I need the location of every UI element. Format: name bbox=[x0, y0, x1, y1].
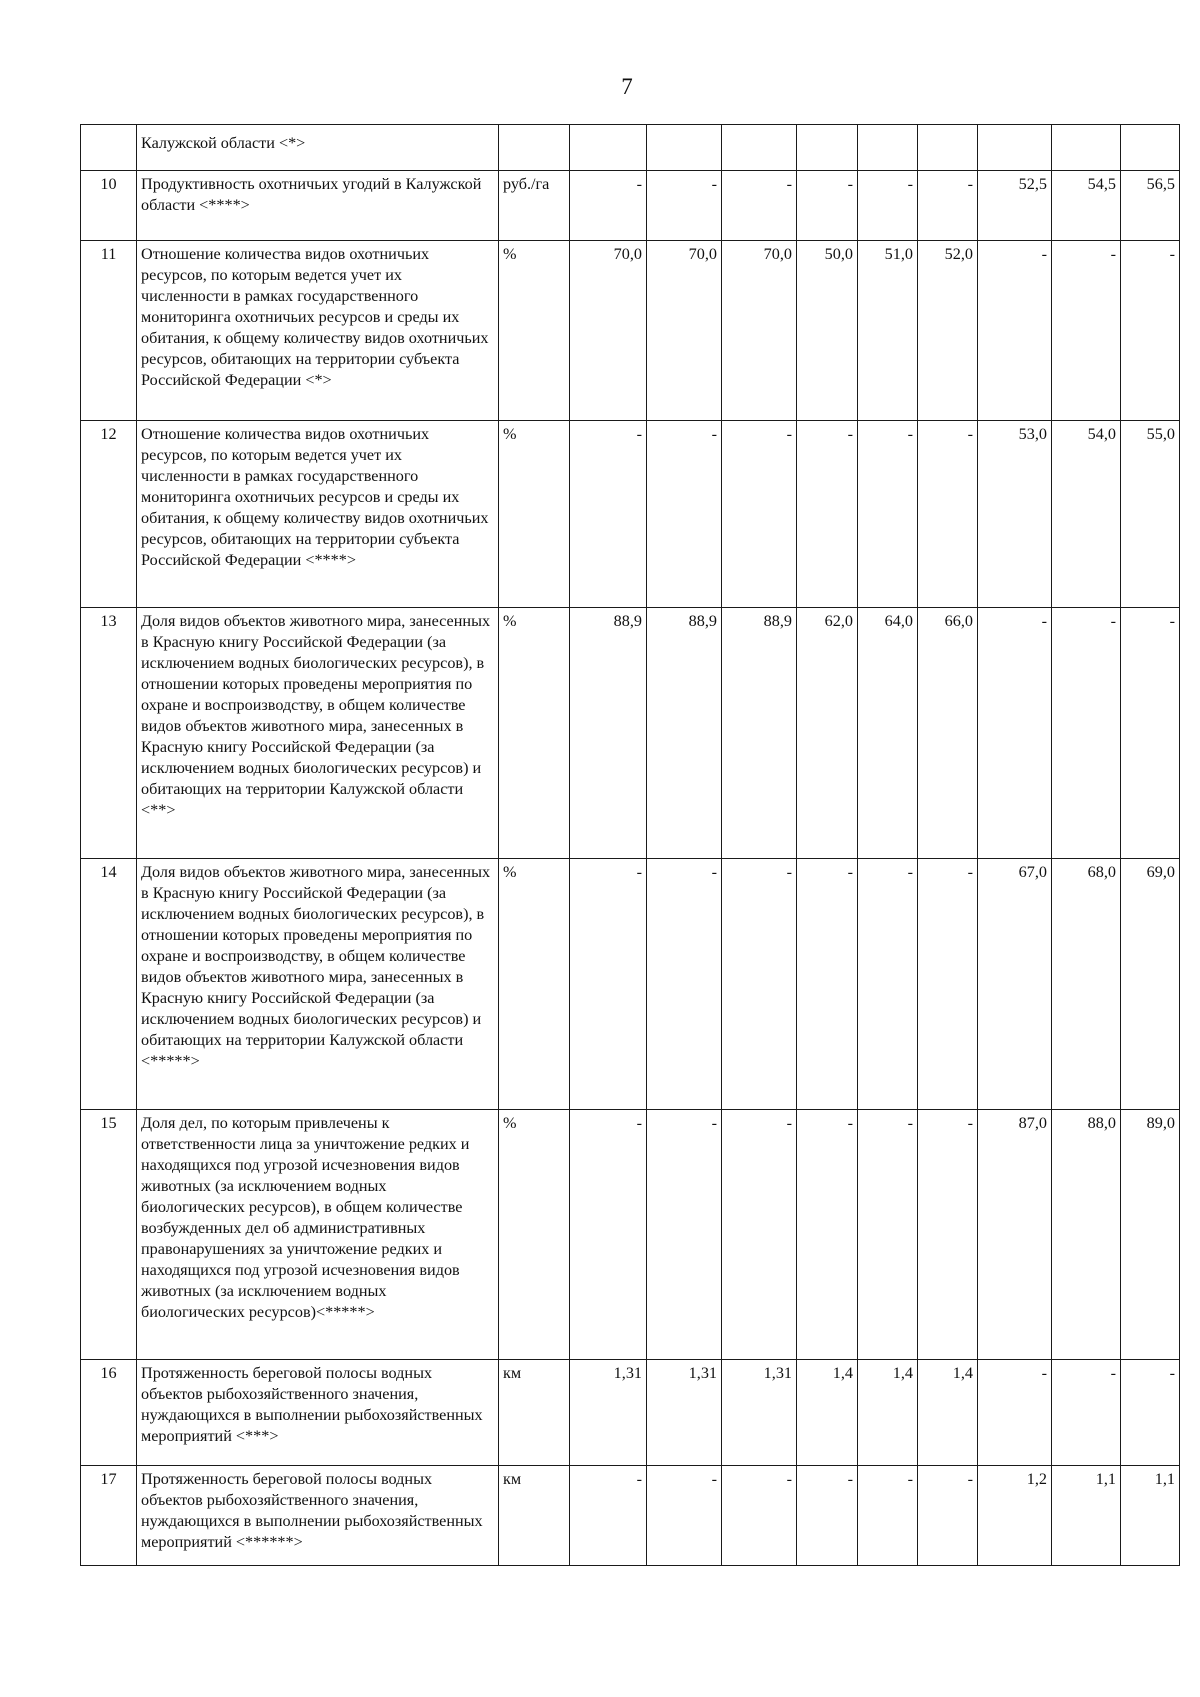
row-number-cell: 17 bbox=[81, 1466, 137, 1566]
table-row bbox=[81, 171, 1180, 241]
value-cell: - bbox=[722, 1110, 797, 1360]
row-number-cell: 14 bbox=[81, 859, 137, 1110]
value-cell: 54,0 bbox=[1052, 421, 1121, 608]
value-cell: - bbox=[647, 421, 722, 608]
value-cell: 62,0 bbox=[797, 608, 858, 859]
table-cell bbox=[1121, 125, 1180, 171]
value-cell: - bbox=[1052, 241, 1121, 421]
value-cell: 70,0 bbox=[570, 241, 647, 421]
value-cell: 53,0 bbox=[978, 421, 1052, 608]
table-cell bbox=[722, 125, 797, 171]
value-cell: 1,31 bbox=[570, 1360, 647, 1466]
unit-cell: км bbox=[499, 1466, 570, 1566]
row-number-cell: 16 bbox=[81, 1360, 137, 1466]
row-number-cell: 12 bbox=[81, 421, 137, 608]
unit-cell: км bbox=[499, 1360, 570, 1466]
value-cell: - bbox=[1121, 1360, 1180, 1466]
row-number-cell: 11 bbox=[81, 241, 137, 421]
row-number-cell: 13 bbox=[81, 608, 137, 859]
indicators-table-body bbox=[81, 125, 1180, 1566]
value-cell: - bbox=[1121, 241, 1180, 421]
value-cell: 70,0 bbox=[722, 241, 797, 421]
value-cell: - bbox=[797, 1110, 858, 1360]
indicator-name-cell: Доля дел, по которым привлечены к ответственности лица за уничтожение редких и находящихся под угрозой исчезновения видов животных (за исключением водных биологических ресурсов), в общем количестве возбужденных дел об административных правонарушениях за уничтожение редких и находящихся под угрозой исчезновения видов животных (за исключением водных биологических ресурсов)<*****> bbox=[137, 1110, 499, 1360]
value-cell: 70,0 bbox=[647, 241, 722, 421]
value-cell: 54,5 bbox=[1052, 171, 1121, 241]
table-cell bbox=[81, 125, 137, 171]
value-cell: 1,4 bbox=[797, 1360, 858, 1466]
value-cell: 1,1 bbox=[1121, 1466, 1180, 1566]
table-cell bbox=[797, 125, 858, 171]
value-cell: 1,1 bbox=[1052, 1466, 1121, 1566]
indicator-name-cell: Отношение количества видов охотничьих ресурсов, по которым ведется учет их численности в рамках государственного мониторинга охотничьих ресурсов и среды их обитания, к общему количеству видов охотничьих ресурсов, обитающих на территории субъекта Российской Федерации <****> bbox=[137, 421, 499, 608]
table-row bbox=[81, 241, 1180, 421]
value-cell: 1,31 bbox=[647, 1360, 722, 1466]
unit-cell: % bbox=[499, 421, 570, 608]
value-cell: 51,0 bbox=[858, 241, 918, 421]
value-cell: - bbox=[918, 421, 978, 608]
value-cell: 55,0 bbox=[1121, 421, 1180, 608]
value-cell: 52,0 bbox=[918, 241, 978, 421]
table-cell bbox=[1052, 125, 1121, 171]
value-cell: 68,0 bbox=[1052, 859, 1121, 1110]
indicator-name-cell: Продуктивность охотничьих угодий в Калужской области <****> bbox=[137, 171, 499, 241]
value-cell: 64,0 bbox=[858, 608, 918, 859]
value-cell: - bbox=[647, 1110, 722, 1360]
value-cell: - bbox=[858, 1110, 918, 1360]
value-cell: - bbox=[1052, 608, 1121, 859]
row-number-cell: 15 bbox=[81, 1110, 137, 1360]
value-cell: - bbox=[797, 421, 858, 608]
value-cell: - bbox=[918, 171, 978, 241]
value-cell: - bbox=[647, 1466, 722, 1566]
value-cell: 1,4 bbox=[918, 1360, 978, 1466]
value-cell: 1,4 bbox=[858, 1360, 918, 1466]
value-cell: - bbox=[722, 1466, 797, 1566]
table-cell bbox=[918, 125, 978, 171]
table-row bbox=[81, 859, 1180, 1110]
unit-cell: % bbox=[499, 608, 570, 859]
value-cell: - bbox=[858, 1466, 918, 1566]
value-cell: - bbox=[797, 1466, 858, 1566]
value-cell: - bbox=[570, 1110, 647, 1360]
value-cell: - bbox=[978, 608, 1052, 859]
value-cell: - bbox=[858, 421, 918, 608]
value-cell: - bbox=[918, 1466, 978, 1566]
value-cell: - bbox=[858, 859, 918, 1110]
value-cell: - bbox=[570, 171, 647, 241]
value-cell: 89,0 bbox=[1121, 1110, 1180, 1360]
indicator-name-cell: Протяженность береговой полосы водных объектов рыбохозяйственного значения, нуждающихся в выполнении рыбохозяйственных мероприятий <***> bbox=[137, 1360, 499, 1466]
row-number-cell: 10 bbox=[81, 171, 137, 241]
value-cell: - bbox=[797, 859, 858, 1110]
value-cell: - bbox=[797, 171, 858, 241]
value-cell: 66,0 bbox=[918, 608, 978, 859]
table-row bbox=[81, 1360, 1180, 1466]
value-cell: - bbox=[722, 859, 797, 1110]
value-cell: - bbox=[570, 1466, 647, 1566]
unit-cell: % bbox=[499, 241, 570, 421]
unit-cell: % bbox=[499, 1110, 570, 1360]
table-row bbox=[81, 1110, 1180, 1360]
value-cell: - bbox=[918, 859, 978, 1110]
value-cell: - bbox=[647, 171, 722, 241]
table-cell bbox=[978, 125, 1052, 171]
value-cell: - bbox=[1121, 608, 1180, 859]
value-cell: 88,9 bbox=[647, 608, 722, 859]
value-cell: 69,0 bbox=[1121, 859, 1180, 1110]
value-cell: 87,0 bbox=[978, 1110, 1052, 1360]
unit-cell: % bbox=[499, 859, 570, 1110]
value-cell: - bbox=[722, 171, 797, 241]
value-cell: - bbox=[858, 171, 918, 241]
value-cell: - bbox=[570, 421, 647, 608]
table-cell bbox=[858, 125, 918, 171]
value-cell: 88,0 bbox=[1052, 1110, 1121, 1360]
value-cell: 52,5 bbox=[978, 171, 1052, 241]
page-number: 7 bbox=[621, 74, 633, 99]
table-row bbox=[81, 125, 1180, 171]
value-cell: 88,9 bbox=[570, 608, 647, 859]
table-cell bbox=[570, 125, 647, 171]
table-row bbox=[81, 421, 1180, 608]
indicator-name-cell: Доля видов объектов животного мира, занесенных в Красную книгу Российской Федерации (за исключением водных биологических ресурсов), в отношении которых проведены мероприятия по охране и воспроизводству, в общем количестве видов объектов животного мира, занесенных в Красную книгу Российской Федерации (за исключением водных биологических ресурсов) и обитающих на территории Калужской области <*****> bbox=[137, 859, 499, 1110]
table-cell bbox=[499, 125, 570, 171]
indicator-name-cell: Калужской области <*> bbox=[137, 125, 499, 171]
value-cell: 56,5 bbox=[1121, 171, 1180, 241]
value-cell: - bbox=[647, 859, 722, 1110]
value-cell: 50,0 bbox=[797, 241, 858, 421]
indicator-name-cell: Отношение количества видов охотничьих ресурсов, по которым ведется учет их численности в рамках государственного мониторинга охотничьих ресурсов и среды их обитания, к общему количеству видов охотничьих ресурсов, обитающих на территории субъекта Российской Федерации <*> bbox=[137, 241, 499, 421]
value-cell: - bbox=[978, 1360, 1052, 1466]
indicator-name-cell: Протяженность береговой полосы водных объектов рыбохозяйственного значения, нуждающихся в выполнении рыбохозяйственных мероприятий <******> bbox=[137, 1466, 499, 1566]
value-cell: - bbox=[978, 241, 1052, 421]
indicator-name-cell: Доля видов объектов животного мира, занесенных в Красную книгу Российской Федерации (за исключением водных биологических ресурсов), в отношении которых проведены мероприятия по охране и воспроизводству, в общем количестве видов объектов животного мира, занесенных в Красную книгу Российской Федерации (за исключением водных биологических ресурсов) и обитающих на территории Калужской области <**> bbox=[137, 608, 499, 859]
value-cell: 88,9 bbox=[722, 608, 797, 859]
value-cell: 1,31 bbox=[722, 1360, 797, 1466]
unit-cell: руб./га bbox=[499, 171, 570, 241]
value-cell: 1,2 bbox=[978, 1466, 1052, 1566]
value-cell: - bbox=[918, 1110, 978, 1360]
table-row bbox=[81, 1466, 1180, 1566]
value-cell: - bbox=[570, 859, 647, 1110]
value-cell: - bbox=[722, 421, 797, 608]
table-cell bbox=[647, 125, 722, 171]
value-cell: 67,0 bbox=[978, 859, 1052, 1110]
value-cell: - bbox=[1052, 1360, 1121, 1466]
indicators-table bbox=[80, 124, 1180, 1566]
table-row bbox=[81, 608, 1180, 859]
